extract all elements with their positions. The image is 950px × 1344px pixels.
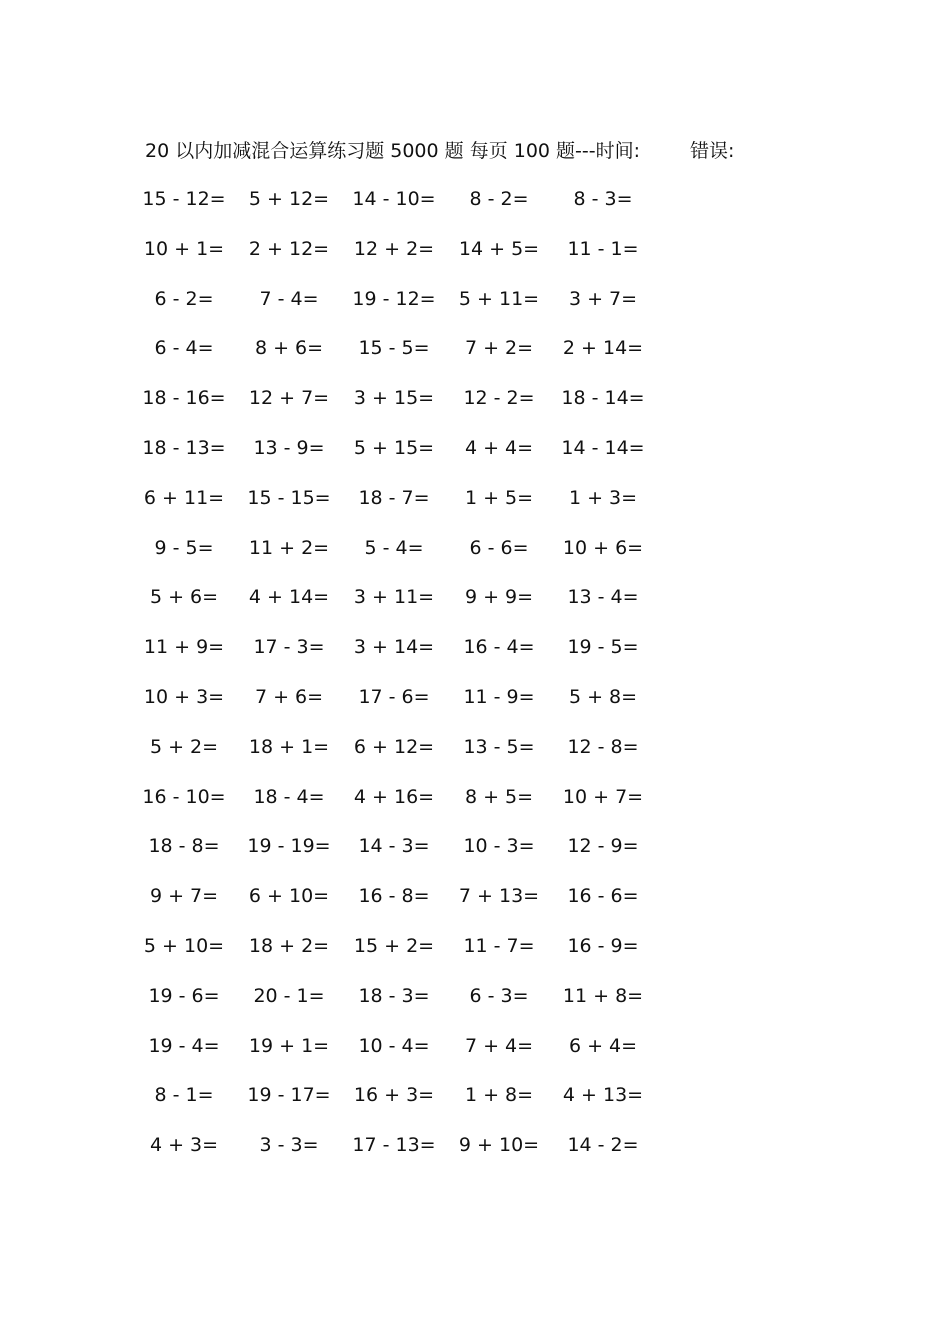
problem-row <box>0 1131 950 1181</box>
problem-row <box>0 185 950 235</box>
math-problem: 15 + 2= <box>353 934 435 957</box>
math-problem: 16 - 8= <box>358 885 430 908</box>
math-problem: 18 - 8= <box>148 835 220 858</box>
math-problem: 1 + 8= <box>464 1084 534 1107</box>
math-problem: 5 + 2= <box>149 735 219 758</box>
problem-row <box>0 633 950 683</box>
math-problem: 14 + 5= <box>458 237 540 260</box>
math-problem: 3 + 7= <box>568 287 638 310</box>
math-problem: 11 - 9= <box>463 685 535 708</box>
math-problem: 16 - 9= <box>567 934 639 957</box>
math-problem: 7 + 2= <box>464 337 534 360</box>
math-problem: 7 + 6= <box>254 685 324 708</box>
math-problem: 5 + 15= <box>353 436 435 459</box>
math-problem: 4 + 14= <box>248 586 330 609</box>
problem-row <box>0 733 950 783</box>
math-problem: 10 + 3= <box>143 685 225 708</box>
math-problem: 19 - 17= <box>247 1084 331 1107</box>
math-problem: 17 - 13= <box>352 1134 436 1157</box>
problem-row <box>0 384 950 434</box>
math-problem: 19 - 4= <box>148 1034 220 1057</box>
math-problem: 11 + 9= <box>143 636 225 659</box>
math-problem: 18 - 3= <box>358 984 430 1007</box>
math-problem: 15 - 12= <box>142 188 226 210</box>
math-problem: 18 - 14= <box>561 387 645 410</box>
math-problem: 11 - 1= <box>567 237 639 260</box>
math-problem: 3 - 3= <box>259 1134 319 1157</box>
math-problem: 8 - 3= <box>573 188 633 210</box>
math-problem: 9 + 10= <box>458 1134 540 1157</box>
math-problem: 12 + 2= <box>353 237 435 260</box>
errors-label: 错误: <box>690 140 735 162</box>
math-problem: 8 - 2= <box>469 188 529 210</box>
math-problem: 16 - 4= <box>463 636 535 659</box>
math-problem: 11 + 2= <box>248 536 330 559</box>
problem-row <box>0 783 950 833</box>
math-problem: 18 - 16= <box>142 387 226 410</box>
math-problem: 8 - 1= <box>154 1084 214 1107</box>
math-problem: 18 + 2= <box>248 934 330 957</box>
math-problem: 6 - 4= <box>154 337 214 360</box>
math-problem: 13 - 5= <box>463 735 535 758</box>
math-problem: 3 + 11= <box>353 586 435 609</box>
math-problem: 4 + 13= <box>562 1084 644 1107</box>
problem-row <box>0 334 950 384</box>
math-problem: 10 - 4= <box>358 1034 430 1057</box>
math-problem: 10 + 1= <box>143 237 225 260</box>
math-problem: 14 - 10= <box>352 188 436 210</box>
math-problem: 4 + 3= <box>149 1134 219 1157</box>
math-problem: 2 + 12= <box>248 237 330 260</box>
math-problem: 3 + 15= <box>353 387 435 410</box>
math-problem: 7 + 13= <box>458 885 540 908</box>
math-problem: 20 - 1= <box>253 984 325 1007</box>
math-problem: 19 - 5= <box>567 636 639 659</box>
problem-grid <box>0 185 950 1181</box>
math-problem: 19 - 12= <box>352 287 436 310</box>
math-problem: 18 - 4= <box>253 785 325 808</box>
problem-row <box>0 932 950 982</box>
problem-row <box>0 484 950 534</box>
problem-row <box>0 534 950 584</box>
math-problem: 6 + 10= <box>248 885 330 908</box>
problem-row <box>0 882 950 932</box>
math-problem: 12 - 9= <box>567 835 639 858</box>
math-problem: 6 - 6= <box>469 536 529 559</box>
math-problem: 10 - 3= <box>463 835 535 858</box>
math-problem: 14 - 2= <box>567 1134 639 1157</box>
math-problem: 5 + 12= <box>248 188 330 210</box>
worksheet-title: 20 以内加减混合运算练习题 5000 题 每页 100 题---时间: <box>145 140 641 162</box>
math-problem: 16 - 10= <box>142 785 226 808</box>
math-problem: 13 - 4= <box>567 586 639 609</box>
math-problem: 9 + 7= <box>149 885 219 908</box>
math-problem: 9 + 9= <box>464 586 534 609</box>
problem-row <box>0 583 950 633</box>
math-problem: 1 + 5= <box>464 486 534 509</box>
math-problem: 11 - 7= <box>463 934 535 957</box>
math-problem: 18 - 7= <box>358 486 430 509</box>
math-problem: 5 + 11= <box>458 287 540 310</box>
math-problem: 6 + 4= <box>568 1034 638 1057</box>
problem-row <box>0 285 950 335</box>
math-problem: 18 + 1= <box>248 735 330 758</box>
math-problem: 5 + 10= <box>143 934 225 957</box>
problem-row <box>0 982 950 1032</box>
math-problem: 6 + 11= <box>143 486 225 509</box>
math-problem: 8 + 5= <box>464 785 534 808</box>
math-problem: 6 - 3= <box>469 984 529 1007</box>
math-problem: 7 + 4= <box>464 1034 534 1057</box>
math-problem: 6 - 2= <box>154 287 214 310</box>
problem-row <box>0 1032 950 1082</box>
math-problem: 4 + 16= <box>353 785 435 808</box>
math-problem: 8 + 6= <box>254 337 324 360</box>
problem-row <box>0 683 950 733</box>
math-problem: 5 + 6= <box>149 586 219 609</box>
math-problem: 9 - 5= <box>154 536 214 559</box>
math-problem: 19 - 19= <box>247 835 331 858</box>
math-problem: 4 + 4= <box>464 436 534 459</box>
math-problem: 12 + 7= <box>248 387 330 410</box>
math-problem: 12 - 2= <box>463 387 535 410</box>
math-problem: 10 + 6= <box>562 536 644 559</box>
math-problem: 1 + 3= <box>568 486 638 509</box>
worksheet-header <box>145 137 845 165</box>
math-problem: 12 - 8= <box>567 735 639 758</box>
math-problem: 5 - 4= <box>364 536 424 559</box>
math-problem: 14 - 3= <box>358 835 430 858</box>
math-problem: 5 + 8= <box>568 685 638 708</box>
math-problem: 18 - 13= <box>142 436 226 459</box>
problem-row <box>0 434 950 484</box>
math-problem: 10 + 7= <box>562 785 644 808</box>
math-problem: 2 + 14= <box>562 337 644 360</box>
math-problem: 15 - 15= <box>247 486 331 509</box>
math-problem: 15 - 5= <box>358 337 430 360</box>
math-problem: 3 + 14= <box>353 636 435 659</box>
math-problem: 19 - 6= <box>148 984 220 1007</box>
math-problem: 6 + 12= <box>353 735 435 758</box>
math-problem: 17 - 3= <box>253 636 325 659</box>
math-problem: 19 + 1= <box>248 1034 330 1057</box>
math-problem: 16 - 6= <box>567 885 639 908</box>
math-problem: 7 - 4= <box>259 287 319 310</box>
math-problem: 13 - 9= <box>253 436 325 459</box>
math-problem: 11 + 8= <box>562 984 644 1007</box>
problem-row <box>0 1081 950 1131</box>
math-problem: 17 - 6= <box>358 685 430 708</box>
problem-row <box>0 832 950 882</box>
math-problem: 14 - 14= <box>561 436 645 459</box>
math-problem: 16 + 3= <box>353 1084 435 1107</box>
problem-row <box>0 235 950 285</box>
